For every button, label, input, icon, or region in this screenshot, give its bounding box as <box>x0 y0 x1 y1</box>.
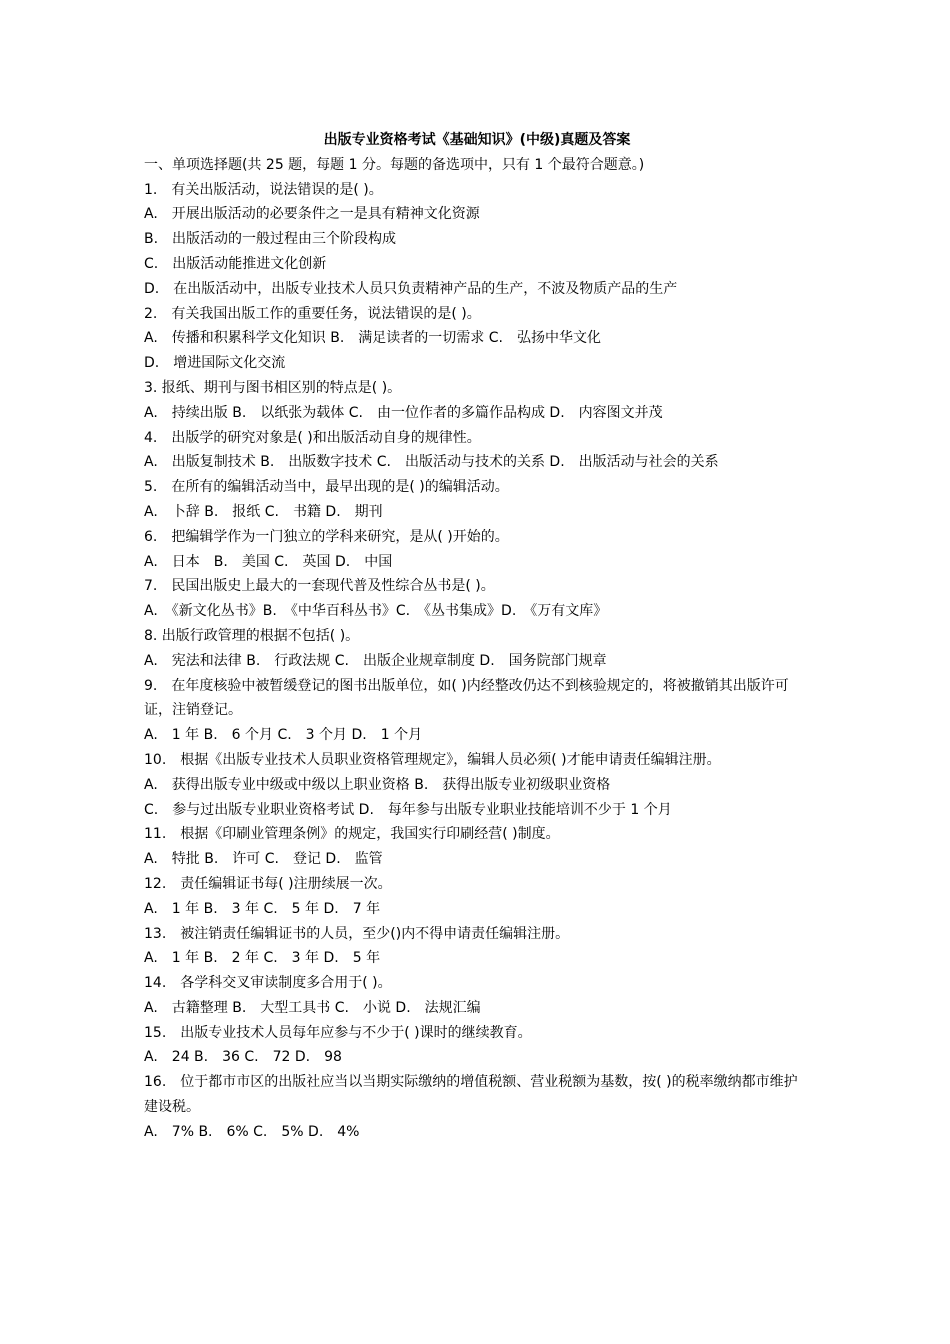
text-line: A. 出版复制技术 B. 出版数字技术 C. 出版活动与技术的关系 D. 出版活动与社会的关系 <box>144 454 719 471</box>
text-line: A. 特批 B. 许可 C. 登记 D. 监管 <box>144 851 383 868</box>
text-line: 9. 在年度核验中被暂缓登记的图书出版单位，如( )内经整改仍达不到核验规定的，将被撤销其出版许可证，注销登记。 <box>144 677 789 719</box>
text-line: A. 古籍整理 B. 大型工具书 C. 小说 D. 法规汇编 <box>144 999 481 1016</box>
text-line: A. 开展出版活动的必要条件之一是具有精神文化资源 <box>144 206 480 223</box>
text-line: 3. 报纸、期刊与图书相区别的特点是( )。 <box>144 379 402 396</box>
text-line: A. 持续出版 B. 以纸张为载体 C. 由一位作者的多篇作品构成 D. 内容图文并茂 <box>144 404 663 421</box>
text-line: 12. 责任编辑证书每( )注册续展一次。 <box>144 875 392 892</box>
text-line: 6. 把编辑学作为一门独立的学科来研究，是从( )开始的。 <box>144 528 509 545</box>
text-line: 5. 在所有的编辑活动当中，最早出现的是( )的编辑活动。 <box>144 479 509 496</box>
document-title: 出版专业资格考试《基础知识》(中级)真题及答案 <box>323 132 631 148</box>
text-line: 13. 被注销责任编辑证书的人员，至少()内不得申请责任编辑注册。 <box>144 925 570 942</box>
text-line: B. 出版活动的一般过程由三个阶段构成 <box>144 231 397 248</box>
text-line: A. 获得出版专业中级或中级以上职业资格 B. 获得出版专业初级职业资格 <box>144 776 611 793</box>
text-line: 4. 出版学的研究对象是( )和出版活动自身的规律性。 <box>144 429 481 446</box>
text-line: 14. 各学科交叉审读制度多合用于( )。 <box>144 975 392 992</box>
text-line: A. 1 年 B. 6 个月 C. 3 个月 D. 1 个月 <box>144 727 423 744</box>
text-line: A. 宪法和法律 B. 行政法规 C. 出版企业规章制度 D. 国务院部门规章 <box>144 652 607 669</box>
text-line: A. 1 年 B. 3 年 C. 5 年 D. 7 年 <box>144 900 381 917</box>
text-line: D. 增进国际文化交流 <box>144 355 286 372</box>
text-line: D. 在出版活动中，出版专业技术人员只负责精神产品的生产，不波及物质产品的生产 <box>144 280 678 297</box>
text-line: 1. 有关出版活动，说法错误的是( )。 <box>144 181 383 198</box>
text-line: 7. 民国出版史上最大的一套现代普及性综合丛书是( )。 <box>144 578 495 595</box>
document-body <box>144 128 810 1145</box>
text-line: C. 出版活动能推进文化创新 <box>144 255 327 272</box>
text-line: 2. 有关我国出版工作的重要任务，说法错误的是( )。 <box>144 305 481 322</box>
question-list <box>144 153 810 1145</box>
text-line: A. 日本 B. 美国 C. 英国 D. 中国 <box>144 553 393 570</box>
text-line: 10. 根据《出版专业技术人员职业资格管理规定》，编辑人员必须( )才能申请责任编辑注册。 <box>144 751 721 768</box>
text-line: A. 卜辞 B. 报纸 C. 书籍 D. 期刊 <box>144 503 383 520</box>
text-line: A. 24 B. 36 C. 72 D. 98 <box>144 1049 342 1066</box>
text-line: 8. 出版行政管理的根据不包括( )。 <box>144 627 360 644</box>
text-line: 15. 出版专业技术人员每年应参与不少于( )课时的继续教育。 <box>144 1024 532 1041</box>
text-line: 16. 位于都市市区的出版社应当以当期实际缴纳的增值税额、营业税额为基数，按( )的税率缴纳都市维护建设税。 <box>144 1074 798 1116</box>
text-line: A. 《新文化丛书》B. 《中华百科丛书》C. 《丛书集成》D. 《万有文库》 <box>144 603 608 620</box>
text-line: C. 参与过出版专业职业资格考试 D. 每年参与出版专业职业技能培训不少于 1 个月 <box>144 801 672 818</box>
text-line: A. 7% B. 6% C. 5% D. 4% <box>144 1123 360 1140</box>
text-line: 11. 根据《印刷业管理条例》的规定，我国实行印刷经营( )制度。 <box>144 826 560 843</box>
text-line: A. 传播和积累科学文化知识 B. 满足读者的一切需求 C. 弘扬中华文化 <box>144 330 601 347</box>
text-line: 一、单项选择题(共 25 题，每题 1 分。每题的备选项中，只有 1 个最符合题意。) <box>144 156 645 173</box>
text-line: A. 1 年 B. 2 年 C. 3 年 D. 5 年 <box>144 950 381 967</box>
